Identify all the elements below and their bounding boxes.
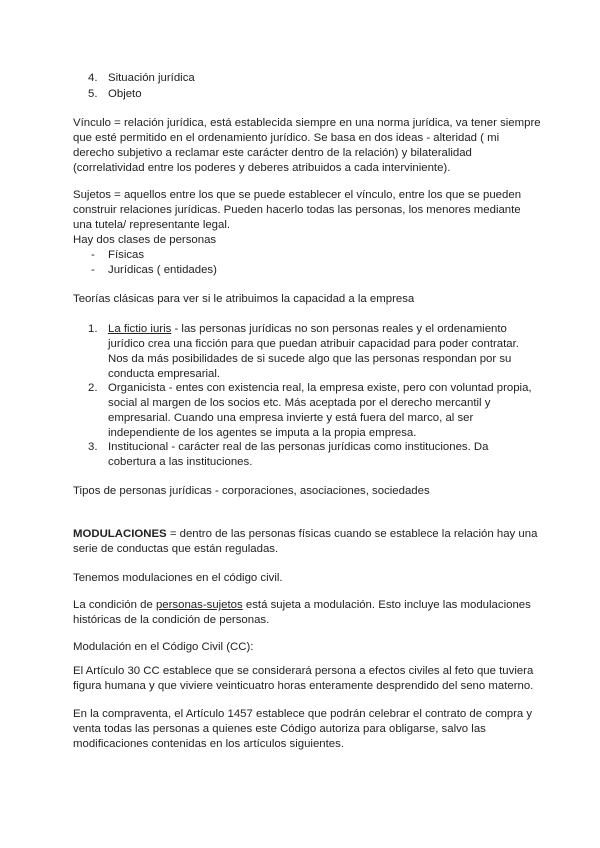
modulaciones-term: MODULACIONES bbox=[73, 528, 167, 540]
condicion-pre: La condición de bbox=[73, 599, 156, 611]
condicion-post: está sujeta a modulación. Esto incluye las modulaciones bbox=[242, 599, 531, 611]
dash-item-text: Físicas bbox=[108, 249, 145, 261]
paragraph-line: venta todas las personas a quienes este Código autoriza para obligarse, salvo las bbox=[73, 723, 486, 735]
list-number: 5. bbox=[88, 88, 98, 100]
paragraph-line: Nos da más posibilidades de si sucede algo que las personas respondan por su bbox=[108, 353, 512, 365]
list-item-organicista bbox=[108, 381, 558, 441]
articulo-1457-paragraph bbox=[73, 707, 533, 752]
paragraph-line: Tipos de personas jurídicas - corporaciones, asociaciones, sociedades bbox=[73, 485, 430, 497]
articulo-30-paragraph bbox=[73, 664, 533, 694]
cc-heading bbox=[73, 640, 533, 655]
list-number: 2. bbox=[88, 382, 98, 394]
tipos-paragraph bbox=[73, 484, 533, 499]
paragraph-line: Sujetos = aquellos entre los que se puede establecer el vínculo, entre los que se pueden bbox=[73, 189, 522, 201]
paragraph-line: derecho subjetivo a reclamar este carácter dentro de la relación) y bilateralidad bbox=[73, 147, 472, 159]
paragraph-line: independiente de los agentes se imputa a la propia empresa. bbox=[108, 427, 417, 439]
codigo-civil-paragraph bbox=[73, 571, 533, 586]
list-item-fictio-iuris bbox=[108, 322, 558, 382]
paragraph-line: serie de conductas que están reguladas. bbox=[73, 543, 279, 555]
paragraph-line bbox=[108, 322, 558, 337]
paragraph-line: Modulación en el Código Civil (CC): bbox=[73, 641, 254, 653]
list-number: 3. bbox=[88, 441, 98, 453]
sujetos-paragraph bbox=[73, 188, 533, 248]
list-number: 1. bbox=[88, 323, 98, 335]
paragraph-line: (correlatividad entre los poderes y deberes atribuidos a cada interviniente). bbox=[73, 162, 451, 174]
teorias-intro bbox=[73, 292, 533, 307]
paragraph-line bbox=[73, 598, 533, 613]
paragraph-line: cobertura a las instituciones. bbox=[108, 456, 253, 468]
term-continuation: = dentro de las personas físicas cuando se establece la relación hay una bbox=[166, 528, 538, 540]
modulaciones-paragraph bbox=[73, 527, 538, 557]
personas-sujetos-term: personas-sujetos bbox=[155, 599, 243, 611]
paragraph-line: modificaciones contenidas en los artículos siguientes. bbox=[73, 738, 344, 750]
paragraph-line: Vínculo = relación jurídica, está establecida siempre en una norma jurídica, va tener siempre bbox=[73, 117, 541, 129]
paragraph-line: Organicista - entes con existencia real, la empresa existe, pero con voluntad propia, bbox=[108, 382, 532, 394]
list-item-institucional bbox=[108, 440, 558, 470]
paragraph-line: Teorías clásicas para ver si le atribuimos la capacidad a la empresa bbox=[73, 293, 415, 305]
paragraph-line: El Artículo 30 CC establece que se considerará persona a efectos civiles al feto que tuviera bbox=[73, 665, 534, 677]
list-item-text: Situación jurídica bbox=[108, 72, 195, 84]
paragraph-line: construir relaciones jurídicas. Pueden hacerlo todas las personas, los menores mediante bbox=[73, 204, 521, 216]
vinculo-paragraph bbox=[73, 116, 541, 176]
list-item-text: Objeto bbox=[108, 88, 142, 100]
dash-bullet: - bbox=[91, 249, 95, 261]
paragraph-line: social al margen de los socios etc. Más aceptada por el derecho mercantil y bbox=[108, 397, 491, 409]
paragraph-line: En la compraventa, el Artículo 1457 establece que podrán celebrar el contrato de compra y bbox=[73, 708, 533, 720]
list-number: 4. bbox=[88, 72, 98, 84]
paragraph-line: que esté permitido en el ordenamiento jurídico. Se basa en dos ideas - alteridad ( mi bbox=[73, 132, 500, 144]
condicion-paragraph bbox=[73, 598, 533, 628]
paragraph-line: jurídico crea una ficción para que puedan atribuir capacidad para poder contratar. bbox=[108, 338, 519, 350]
paragraph-line: una tutela/ representante legal. bbox=[73, 219, 231, 231]
paragraph-line: conducta empresarial. bbox=[108, 368, 221, 380]
dash-bullet: - bbox=[91, 264, 95, 276]
dash-item-text: Jurídicas ( entidades) bbox=[108, 264, 217, 276]
paragraph-line bbox=[73, 527, 538, 542]
paragraph-line: históricas de la condición de personas. bbox=[73, 614, 270, 626]
paragraph-line: Hay dos clases de personas bbox=[73, 234, 217, 246]
paragraph-line: Tenemos modulaciones en el código civil. bbox=[73, 572, 283, 584]
paragraph-line: empresarial. Cuando una empresa invierte y está fuera del marco, al ser bbox=[108, 412, 474, 424]
paragraph-line: figura humana y que viviere veinticuatro horas enteramente desprendido del seno materno. bbox=[73, 680, 534, 692]
fictio-iuris-term: La fictio iuris bbox=[108, 323, 172, 335]
term-continuation: - las personas jurídicas no son personas reales y el ordenamiento bbox=[171, 323, 507, 335]
paragraph-line: Institucional - carácter real de las personas jurídicas como instituciones. Da bbox=[108, 441, 489, 453]
